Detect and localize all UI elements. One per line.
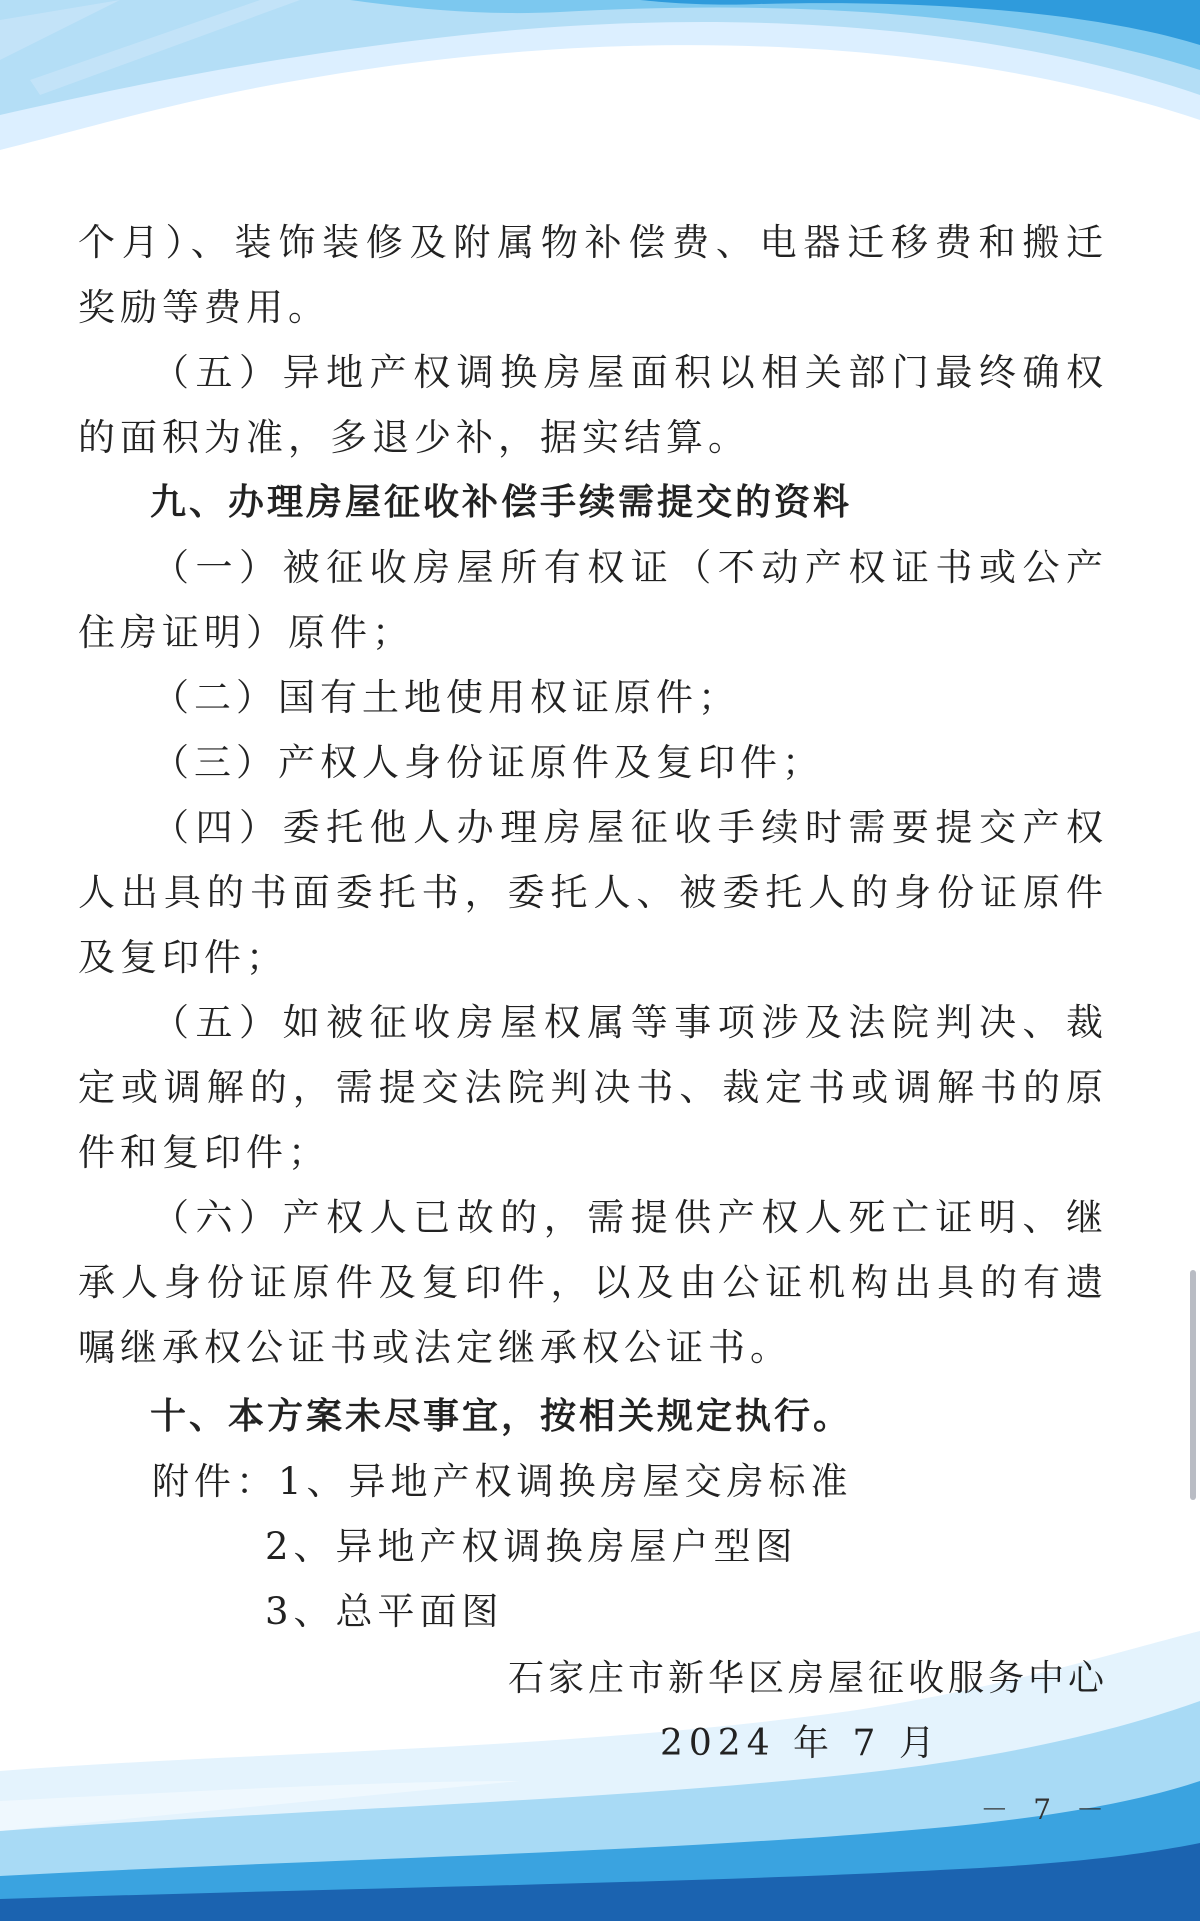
attachment-item-1: 附件：1、异地产权调换房屋交房标准: [152, 1460, 853, 1503]
scrollbar[interactable]: [1190, 1270, 1196, 1500]
paragraph-8-5: （五）异地产权调换房屋面积以相关部门最终确权的面积为准，多退少补，据实结算。: [78, 351, 1108, 459]
list-item-9-3: （三）产权人身份证原件及复印件；: [152, 741, 824, 784]
list-item-9-4: （四）委托他人办理房屋征收手续时需要提交产权人出具的书面委托书，委托人、被委托人的身份证原件及复印件；: [78, 806, 1108, 979]
attachment-item-2: 2、异地产权调换房屋户型图: [265, 1525, 798, 1568]
document-body: [78, 210, 1108, 1776]
signature-date: 2024 年 7 月: [660, 1723, 941, 1764]
list-item-9-2: （二）国有土地使用权证原件；: [152, 676, 740, 719]
paragraph-continued: 个月）、装饰装修及附属物补偿费、电器迁移费和搬迁奖励等费用。: [78, 221, 1108, 329]
list-item-9-1: （一）被征收房屋所有权证（不动产权证书或公产住房证明）原件；: [78, 546, 1108, 654]
top-wave-decoration: [0, 0, 1200, 170]
signature-organization: 石家庄市新华区房屋征收服务中心: [508, 1658, 1109, 1699]
section-heading-9: 九、办理房屋征收补偿手续需提交的资料: [150, 482, 853, 523]
list-item-9-6: （六）产权人已故的，需提供产权人死亡证明、继承人身份证原件及复印件，以及由公证机构出具的有遗嘱继承权公证书或法定继承权公证书。: [78, 1196, 1108, 1369]
list-item-9-5: （五）如被征收房屋权属等事项涉及法院判决、裁定或调解的，需提交法院判决书、裁定书或调解书的原件和复印件；: [78, 1001, 1108, 1174]
section-heading-10: 十、本方案未尽事宜，按相关规定执行。: [150, 1396, 853, 1437]
page-number: － 7 －: [980, 1793, 1112, 1826]
attachment-item-3: 3、总平面图: [265, 1590, 504, 1633]
